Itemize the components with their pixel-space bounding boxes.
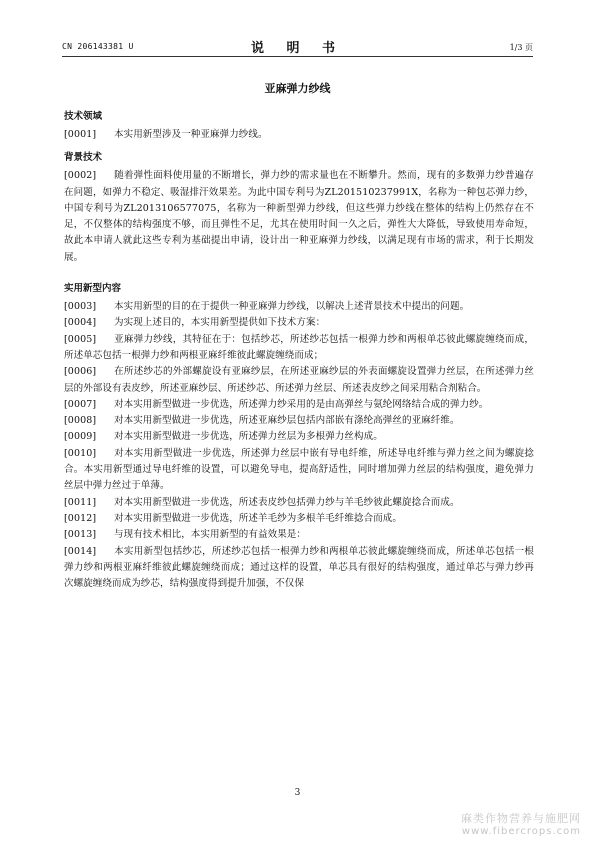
document-title: 亚麻弹力纱线: [264, 82, 331, 95]
section-heading-tech-field: 技术领域: [64, 111, 103, 122]
paragraph-0013: [0013] 与现有技术相比，本实用新型的有益效果是：: [64, 529, 307, 541]
paragraph-0006: [0006] 在所述纱芯的外部螺旋设有亚麻纱层，在所述亚麻纱层的外表面螺旋设置弹力丝层，在所述弹力丝层的外部设有表皮纱，所述亚麻纱层、所述纱芯、所述弹力丝层、所述表皮纱之间采用粘合剂粘合。: [64, 366, 534, 394]
page-header: [62, 38, 533, 57]
section-heading-content: 实用新型内容: [64, 283, 122, 295]
doc-type-title: 说 明 书: [250, 41, 345, 56]
paragraph-0001: [0001] 本实用新型涉及一种亚麻弹力纱线。: [64, 129, 268, 140]
watermark-site-name: 麻类作物营养与施肥网: [461, 812, 581, 825]
paragraph-0014: [0014] 本实用新型包括纱芯，所述纱芯包括一根弹力纱和两根单芯彼此螺旋缠绕而成，所述单芯包括一根弹力纱和两根亚麻纤维彼此螺旋缠绕而成；通过这样的设置，单芯具有很好的结构强度，通过单芯与弹力纱再次螺旋缠绕而成为纱芯，结构强度得到提升加强，不仅保: [64, 545, 534, 590]
paragraph-0008: [0008] 对本实用新型做进一步优选，所述亚麻纱层包括内部嵌有涤纶高弹丝的亚麻纤维。: [64, 415, 460, 427]
paragraph-0005: [0005] 亚麻弹力纱线，其特征在于：包括纱芯，所述纱芯包括一根弹力纱和两根单芯彼此螺旋缠绕而成，所述单芯包括一根弹力纱和两根亚麻纤维彼此螺旋缠绕而成；: [64, 333, 534, 361]
paragraph-0002: [0002] 随着弹性面料使用量的不断增长，弹力纱的需求量也在不断攀升。然而，现有的多数弹力纱普遍存在问题，如弹力不稳定、吸湿排汗效果差。为此中国专利号为ZL201510237991X，名称为一种包芯弹力纱，中国专利号为ZL2013106577075，名称为一种新型弹力纱线，但这些弹力纱线在整体的结构上仍然存在不足，不仅整体的结构强度不够，而且弹性不足，尤其在使用时间一久之后，弹性大大降低，导致使用寿命短，故此本申请人就此这些专利为基础提出申请，设计出一种亚麻弹力纱线，以满足现有市场的需求，利于长期发展。: [64, 170, 534, 263]
document-body: [64, 110, 534, 592]
watermark: [461, 810, 581, 837]
paragraph-0011: [0011] 对本实用新型做进一步优选，所述表皮纱包括弹力纱与羊毛纱彼此螺旋捻合而成。: [64, 496, 460, 508]
page-number: 3: [294, 788, 301, 798]
paragraph-0003: [0003] 本实用新型的目的在于提供一种亚麻弹力纱线，以解决上述背景技术中提出的问题。: [64, 301, 470, 313]
patent-number: CN 206143381 U: [62, 42, 134, 51]
paragraph-0012: [0012] 对本实用新型做进一步优选，所述羊毛纱为多根羊毛纤维捻合而成。: [64, 512, 403, 524]
paragraph-0007: [0007] 对本实用新型做进一步优选，所述弹力纱采用的是由高弹丝与氨纶网络结合成的弹力纱。: [64, 398, 489, 410]
section-heading-background: 背景技术: [64, 152, 103, 164]
paragraph-0010: [0010] 对本实用新型做进一步优选，所述弹力丝层中嵌有导电纤维，所述导电纤维与弹力丝之间为螺旋捻合。本实用新型通过导电纤维的设置，可以避免导电，提高舒适性，同时增加弹力丝层的结构强度，避免弹力丝层中弹力丝过于单薄。: [64, 447, 534, 492]
paragraph-0004: [0004] 为实现上述目的，本实用新型提供如下技术方案：: [64, 317, 326, 329]
watermark-url: www.fibercrops.com: [461, 826, 581, 837]
page-indicator: 1/3 页: [509, 43, 533, 52]
paragraph-0009: [0009] 对本实用新型做进一步优选，所述弹力丝层为多根弹力丝构成。: [64, 431, 383, 443]
